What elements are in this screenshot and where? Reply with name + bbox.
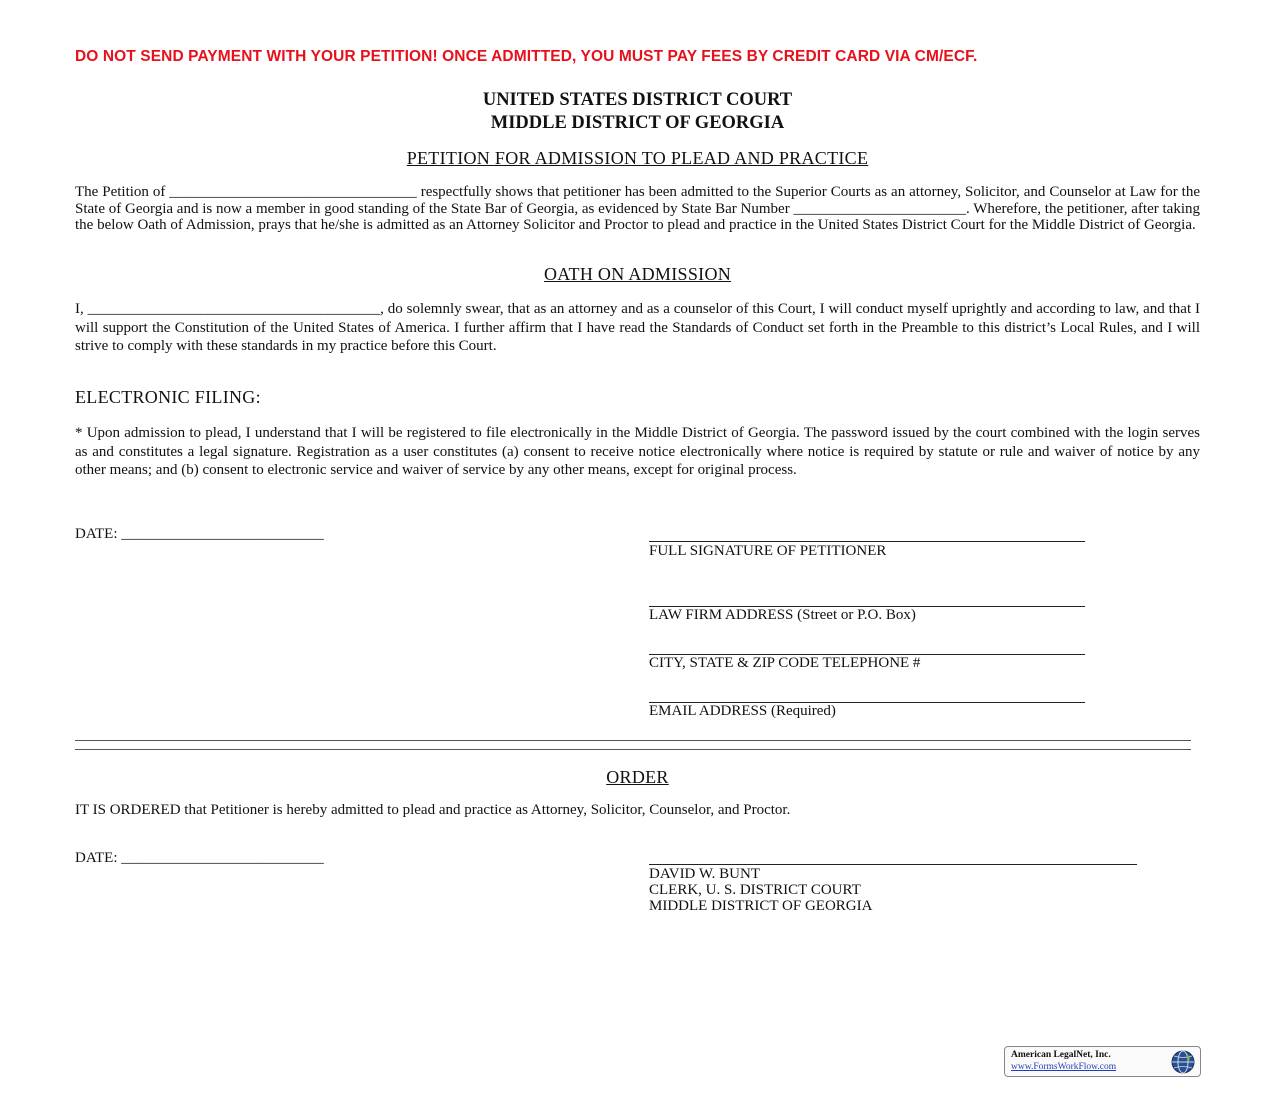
court-name: UNITED STATES DISTRICT COURT — [482, 90, 793, 110]
efiling-title: ELECTRONIC FILING: — [75, 387, 261, 407]
petition-date-field[interactable]: DATE: ___________________________ — [75, 526, 324, 542]
clerk-signature-line — [649, 864, 1137, 865]
signature-label: FULL SIGNATURE OF PETITIONER — [649, 543, 887, 559]
order-date-field[interactable]: DATE: ___________________________ — [75, 850, 324, 866]
globe-icon — [1169, 1049, 1197, 1075]
oath-body: I, _______________________________________, do solemnly swear, that as an attorney and as a counselor of this Court, I will conduct myself uprightly and according to law, and that I will support the Constitution of the United States of America. I further affirm that I have read the Standards of Conduct set forth in the Preamble to this district’s Local Rules, and I will strive to comply with these standards in my practice before this Court. — [75, 301, 1200, 354]
clerk-district: MIDDLE DISTRICT OF GEORGIA — [649, 898, 873, 914]
court-district: MIDDLE DISTRICT OF GEORGIA — [490, 113, 785, 133]
oath-title: OATH ON ADMISSION — [543, 264, 732, 284]
logo-company: American LegalNet, Inc. — [1011, 1050, 1111, 1060]
petition-body: The Petition of _________________________________ respectfully shows that petitioner has been admitted to the Superior Courts as an attorney, Solicitor, and Counselor at Law for the State of Georgia and is now a member in good standing of the State Bar of Georgia, as evidenced by State Bar Number _______________________. Wherefore, the petitioner, after taking the below Oath of Admission, prays that he/she is admitted as an Attorney Solicitor and Proctor to plead and practice in the United States District Court for the Middle District of Georgia. — [75, 184, 1200, 233]
order-body: IT IS ORDERED that Petitioner is hereby admitted to plead and practice as Attorney, Solicitor, Counselor, and Proctor. — [75, 802, 791, 818]
clerk-title: CLERK, U. S. DISTRICT COURT — [649, 882, 861, 898]
petition-title: PETITION FOR ADMISSION TO PLEAD AND PRACTICE — [406, 148, 869, 168]
clerk-name: DAVID W. BUNT — [649, 866, 760, 882]
logo-url-link[interactable]: www.FormsWorkFlow.com — [1011, 1062, 1117, 1072]
section-separator — [75, 740, 1191, 750]
city-label: CITY, STATE & ZIP CODE TELEPHONE # — [649, 655, 921, 671]
address-label: LAW FIRM ADDRESS (Street or P.O. Box) — [649, 607, 916, 623]
payment-warning: DO NOT SEND PAYMENT WITH YOUR PETITION! ONCE ADMITTED, YOU MUST PAY FEES BY CREDIT CARD VIA CM/ECF. — [75, 48, 978, 65]
signature-line[interactable] — [649, 541, 1085, 542]
email-label: EMAIL ADDRESS (Required) — [649, 703, 836, 719]
efiling-body: * Upon admission to plead, I understand that I will be registered to file electronically in the Middle District of Georgia. The password issued by the court combined with the login serves as and constitutes a legal signature. Registration as a user constitutes (a) consent to receive notice electronically where notice is required by statute or rule and waiver of notice by any other means; and (b) consent to electronic service and waiver of service by any other means, except for original process. — [75, 425, 1200, 478]
american-legalnet-logo[interactable] — [1004, 1046, 1201, 1077]
order-title: ORDER — [606, 767, 669, 787]
